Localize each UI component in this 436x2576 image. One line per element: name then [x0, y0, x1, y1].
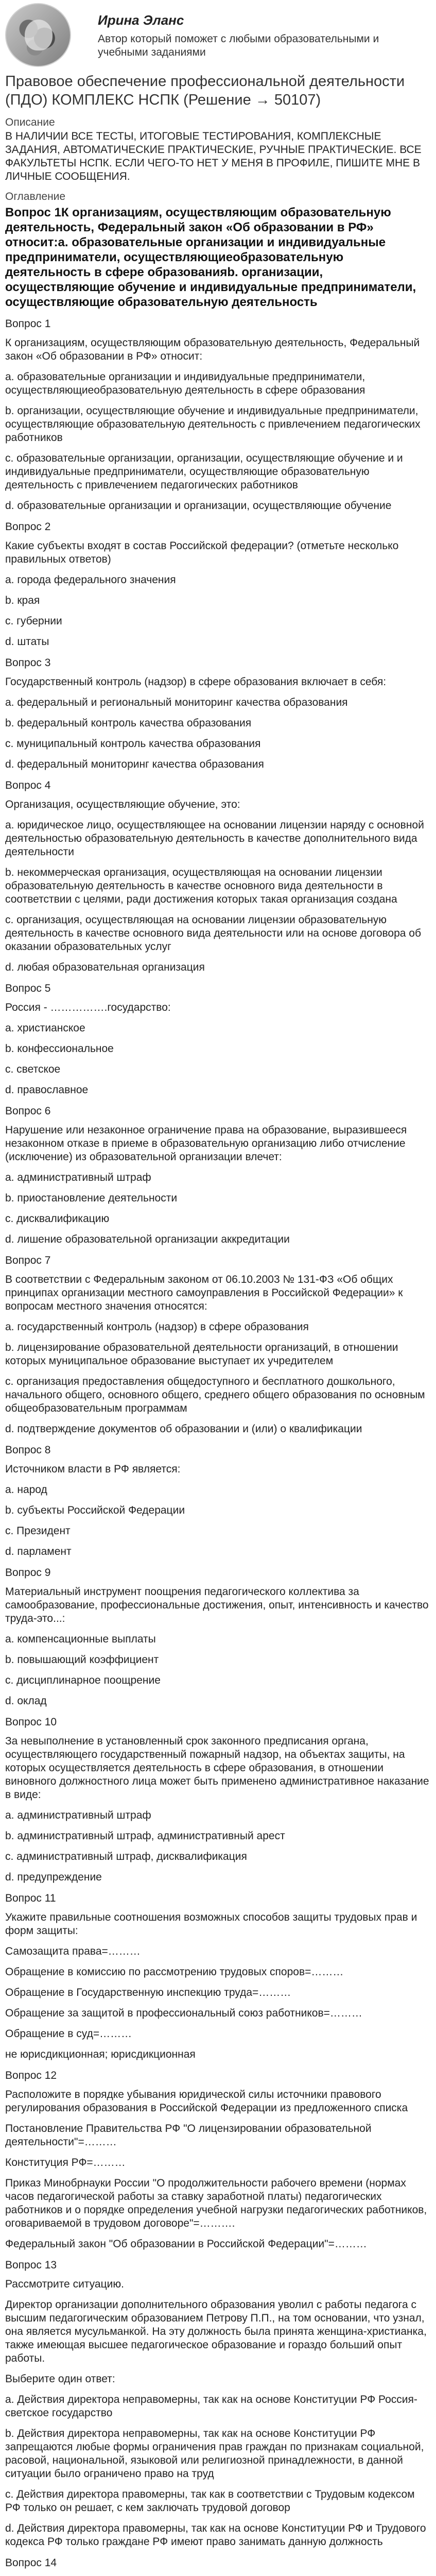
answer-option: b. административный штраф, административный арест [5, 1830, 285, 1842]
answer-option: d. оклад [5, 1695, 47, 1707]
question-text: Организация, осуществляющие обучение, это: [5, 799, 240, 810]
answer-option: c. светское [5, 1063, 61, 1075]
answer-option: a. административный штраф [5, 1809, 151, 1821]
question-block [0, 982, 436, 1097]
answer-option: Обращение в суд=……… [5, 2028, 132, 2040]
answer-option: d. предупреждение [5, 1871, 102, 1883]
question-text: Расположите в порядке убывания юридической силы источники правового регулирования образования в Российской Федерации из предложенного списка [5, 2089, 408, 2114]
answer-option: c. организация, осуществляющая на основании лицензии образовательную деятельность в качестве основного вида деятельности или на основе договора об оказании образовательных услуг [5, 914, 421, 953]
avatar[interactable] [5, 3, 71, 67]
question-title: Вопрос 10 [5, 1716, 57, 1728]
question-title: Вопрос 8 [5, 1444, 51, 1456]
question-title: Вопрос 7 [5, 1255, 51, 1266]
answer-option: b. субъекты Российской Федерации [5, 1504, 185, 1516]
answer-option: b. приостановление деятельности [5, 1192, 178, 1204]
description-text: В НАЛИЧИИ ВСЕ ТЕСТЫ, ИТОГОВЫЕ ТЕСТИРОВАНИЯ, КОМПЛЕКСНЫЕ ЗАДАНИЯ, АВТОМАТИЧЕСКИЕ ПРАКТИЧЕСКИЕ, РУЧНЫЕ ПРАКТИЧЕСКИЕ. ВСЕ ФАКУЛЬТЕТЫ НСПК. ЕСЛИ ЧЕГО-ТО НЕТ У МЕНЯ В ПРОФИЛЕ, ПИШИТЕ МНЕ В ЛИЧНЫЕ СООБЩЕНИЯ. [5, 130, 422, 182]
answer-option: b. повышающий коэффициент [5, 1654, 159, 1666]
answer-option: Федеральный закон "Об образовании в Российской Федерации"=……… [5, 2238, 367, 2250]
question-block [0, 657, 436, 771]
question-block [0, 1892, 436, 2061]
answer-option: c. дисциплинарное поощрение [5, 1674, 161, 1686]
question-block [0, 1444, 436, 1558]
author-name[interactable]: Ирина Эланс [98, 12, 184, 28]
toc-label: Оглавление [5, 191, 66, 202]
question-text: За невыполнение в установленный срок законного предписания органа, осуществляющего государственный пожарный надзор, на объектах защиты, на которых осуществляется деятельность в сфере образования, в отношении виновного должностного лица может быть применено административное наказание в виде: [5, 1735, 429, 1801]
question-text: В соответствии с Федеральным законом от 06.10.2003 № 131-ФЗ «Об общих принципах организации местного самоуправления в Российской Федерации» к вопросам местного значения относятся: [5, 1274, 403, 1312]
answer-option: Самозащита права=……… [5, 1945, 141, 1957]
answer-option: b. края [5, 595, 40, 606]
question-block [0, 1255, 436, 1436]
question-block [0, 779, 436, 974]
answer-option: d. парламент [5, 1546, 72, 1557]
question-block [0, 1567, 436, 1708]
description-label: Описание [5, 116, 55, 128]
question-text: Нарушение или незаконное ограничение права на образование, выразившееся незаконном отказе в приеме в образовательную организацию либо отчисление (исключение) из образовательной организации влечет: [5, 1124, 407, 1163]
answer-option: c. образовательные организации, организации, осуществляющие обучение и и индивидуальные предприниматели, осуществляющие образовательную деятельность с привлечением педагогических работников [5, 452, 403, 491]
answer-option: c. организация предоставления общедоступного и бесплатного дошкольного, начального общего, основного общего, среднего общего образования по основным общеобразовательным программам [5, 1376, 425, 1414]
answer-option: a. христианское [5, 1022, 85, 1034]
answer-option: d. федеральный мониторинг качества образования [5, 758, 264, 770]
question-text: Какие субъекты входят в состав Российской федерации? (отметьте несколько правильных ответов) [5, 540, 399, 565]
question-block [0, 1716, 436, 1884]
answer-option: не юрисдикционная; юрисдикционная [5, 2048, 196, 2060]
answer-option: a. компенсационные выплаты [5, 1633, 156, 1645]
answer-option: d. православное [5, 1084, 89, 1096]
answer-option: b. Действия директора неправомерны, так как на основе Конституции РФ запрещаются любые формы ограничения прав граждан по признакам социальной, расовой, национальной, языковой или религиозной принадлежности, в данной ситуации было ограничено право на труд [5, 2428, 424, 2480]
question-title: Вопрос 13 [5, 2259, 57, 2271]
question-title: Вопрос 12 [5, 2070, 57, 2081]
answer-option: c. муниципальный контроль качества образования [5, 738, 261, 750]
question-title: Вопрос 11 [5, 1892, 56, 1904]
answer-option: b. некоммерческая организация, осуществляющая на основании лицензии образовательную деятельность в качестве основного вида деятельности в соответствии с целями, ради достижения которых такая организация создана [5, 867, 397, 905]
page-title: Правовое обеспечение профессиональной деятельности (ПДО) КОМПЛЕКС НСПК (Решение → 50107) [5, 73, 405, 108]
question-title: Вопрос 1 [5, 318, 51, 330]
answer-option: Выберите один ответ: [5, 2373, 115, 2385]
answer-option: d. подтверждение документов об образовании и (или) о квалификации [5, 1423, 362, 1435]
answer-option: a. административный штраф [5, 1172, 151, 1183]
answer-option: b. федеральный контроль качества образования [5, 717, 252, 729]
question-title: Вопрос 5 [5, 982, 51, 994]
questions-list [0, 318, 436, 2576]
toc-text: Вопрос 1К организациям, осуществляющим образовательную деятельность, Федеральный закон «Об образовании в РФ» относит:a. образовательные организации и индивидуальные предприниматели, осуществляющиеобразовательную деятельность в сфере образованияb. организации, осуществляющие обучение и индивидуальные предприниматели, осуществляющие образовательную деятельность [5, 206, 416, 309]
question-title: Вопрос 3 [5, 657, 51, 669]
question-title: Вопрос 6 [5, 1105, 51, 1117]
question-block [0, 521, 436, 649]
answer-option: Директор организации дополнительного образования уволил с работы педагога с высшим педагогическим образованием Петрову П.П., на том основании, что узнал, она является мусульманкой. На эту должность была принята женщина-христианка, также имеющая высшее педагогическое образование и гораздо больший опыт работы. [5, 2299, 427, 2364]
answer-option: Постановление Правительства РФ "О лицензировании образовательной деятельности"=……… [5, 2123, 372, 2148]
answer-option: d. Действия директора правомерны, так как на основе Конституции РФ и Трудового кодекса РФ только граждане РФ имеют право занимать данную должность [5, 2522, 426, 2548]
question-title: Вопрос 14 [5, 2557, 57, 2569]
question-text: Материальный инструмент поощрения педагогического коллектива за самообразование, профессиональные достижения, опыт, интенсивность и качество труда-это...: [5, 1586, 429, 1624]
answer-option: a. Действия директора неправомерны, так как на основе Конституции РФ Россия-светское государство [5, 2394, 417, 2419]
question-text: Рассмотрите ситуацию. [5, 2278, 124, 2290]
question-text: К организациям, осуществляющим образовательную деятельность, Федеральный закон «Об образовании в РФ» относит: [5, 337, 420, 362]
answer-option: c. административный штраф, дисквалификация [5, 1851, 247, 1862]
question-block [0, 2259, 436, 2549]
answer-option: b. организации, осуществляющие обучение и индивидуальные предприниматели, осуществляющие образовательную деятельность с привлечением педагогических работников [5, 405, 421, 444]
question-text: Россия - …………….государство: [5, 1002, 171, 1013]
question-block [0, 318, 436, 513]
profile-header [0, 0, 436, 68]
author-description: Автор который поможет с любыми образовательными и учебными заданиями [98, 33, 379, 58]
answer-option: Обращение в комиссию по рассмотрению трудовых споров=……… [5, 1966, 344, 1978]
question-block [0, 2070, 436, 2251]
answer-option: a. народ [5, 1484, 47, 1496]
answer-option: a. образовательные организации и индивидуальные предприниматели, осуществляющиеобразовательную деятельность в сфере образования [5, 371, 365, 396]
profile-info [98, 3, 407, 59]
answer-option: c. губернии [5, 615, 62, 627]
question-title: Вопрос 4 [5, 779, 51, 791]
question-title: Вопрос 9 [5, 1567, 51, 1579]
answer-option: a. государственный контроль (надзор) в сфере образования [5, 1321, 309, 1333]
answer-option: b. лицензирование образовательной деятельности организаций, в отношении которых муниципальное образование выступает их учредителем [5, 1342, 398, 1367]
answer-option: d. лишение образовательной организации аккредитации [5, 1233, 290, 1245]
question-text: Источником власти в РФ является: [5, 1463, 181, 1475]
answer-option: c. дисквалификацию [5, 1213, 110, 1225]
answer-option: c. Действия директора правомерны, так как в соответствии с Трудовым кодексом РФ только он решает, с кем заключать трудовой договор [5, 2488, 415, 2514]
answer-option: d. штаты [5, 636, 49, 648]
answer-option: Обращение за защитой в профессиональный союз работников=……… [5, 2007, 362, 2019]
answer-option: Конституция РФ=……… [5, 2157, 126, 2168]
answer-option: Приказ Минобрнауки России "О продолжительности рабочего времени (нормах часов педагогической работы за ставку заработной платы) педагогических работников и о порядке определения учебной нагрузки педагогических работников, оговариваемой в трудовом договоре"=………. [5, 2177, 427, 2229]
answer-option: c. Президент [5, 1525, 71, 1537]
question-block [0, 1105, 436, 1246]
question-block [0, 2557, 436, 2576]
answer-option: a. города федерального значения [5, 574, 176, 586]
answer-option: d. любая образовательная организация [5, 961, 205, 973]
answer-option: a. федеральный и региональный мониторинг качества образования [5, 697, 348, 708]
answer-option: a. юридическое лицо, осуществляющее на основании лицензии наряду с основной деятельностью образовательную деятельность в качестве дополнительного вида деятельности [5, 819, 424, 858]
question-text: Государственный контроль (надзор) в сфере образования включает в себя: [5, 676, 387, 688]
answer-option: d. образовательные организации и организации, осуществляющие обучение [5, 500, 392, 512]
answer-option: b. конфессиональное [5, 1043, 114, 1055]
answer-option: Обращение в Государственную инспекцию труда=……… [5, 1987, 291, 1998]
question-title: Вопрос 2 [5, 521, 51, 533]
question-text: Укажите правильные соотношения возможных способов защиты трудовых прав и форм защиты: [5, 1911, 417, 1937]
